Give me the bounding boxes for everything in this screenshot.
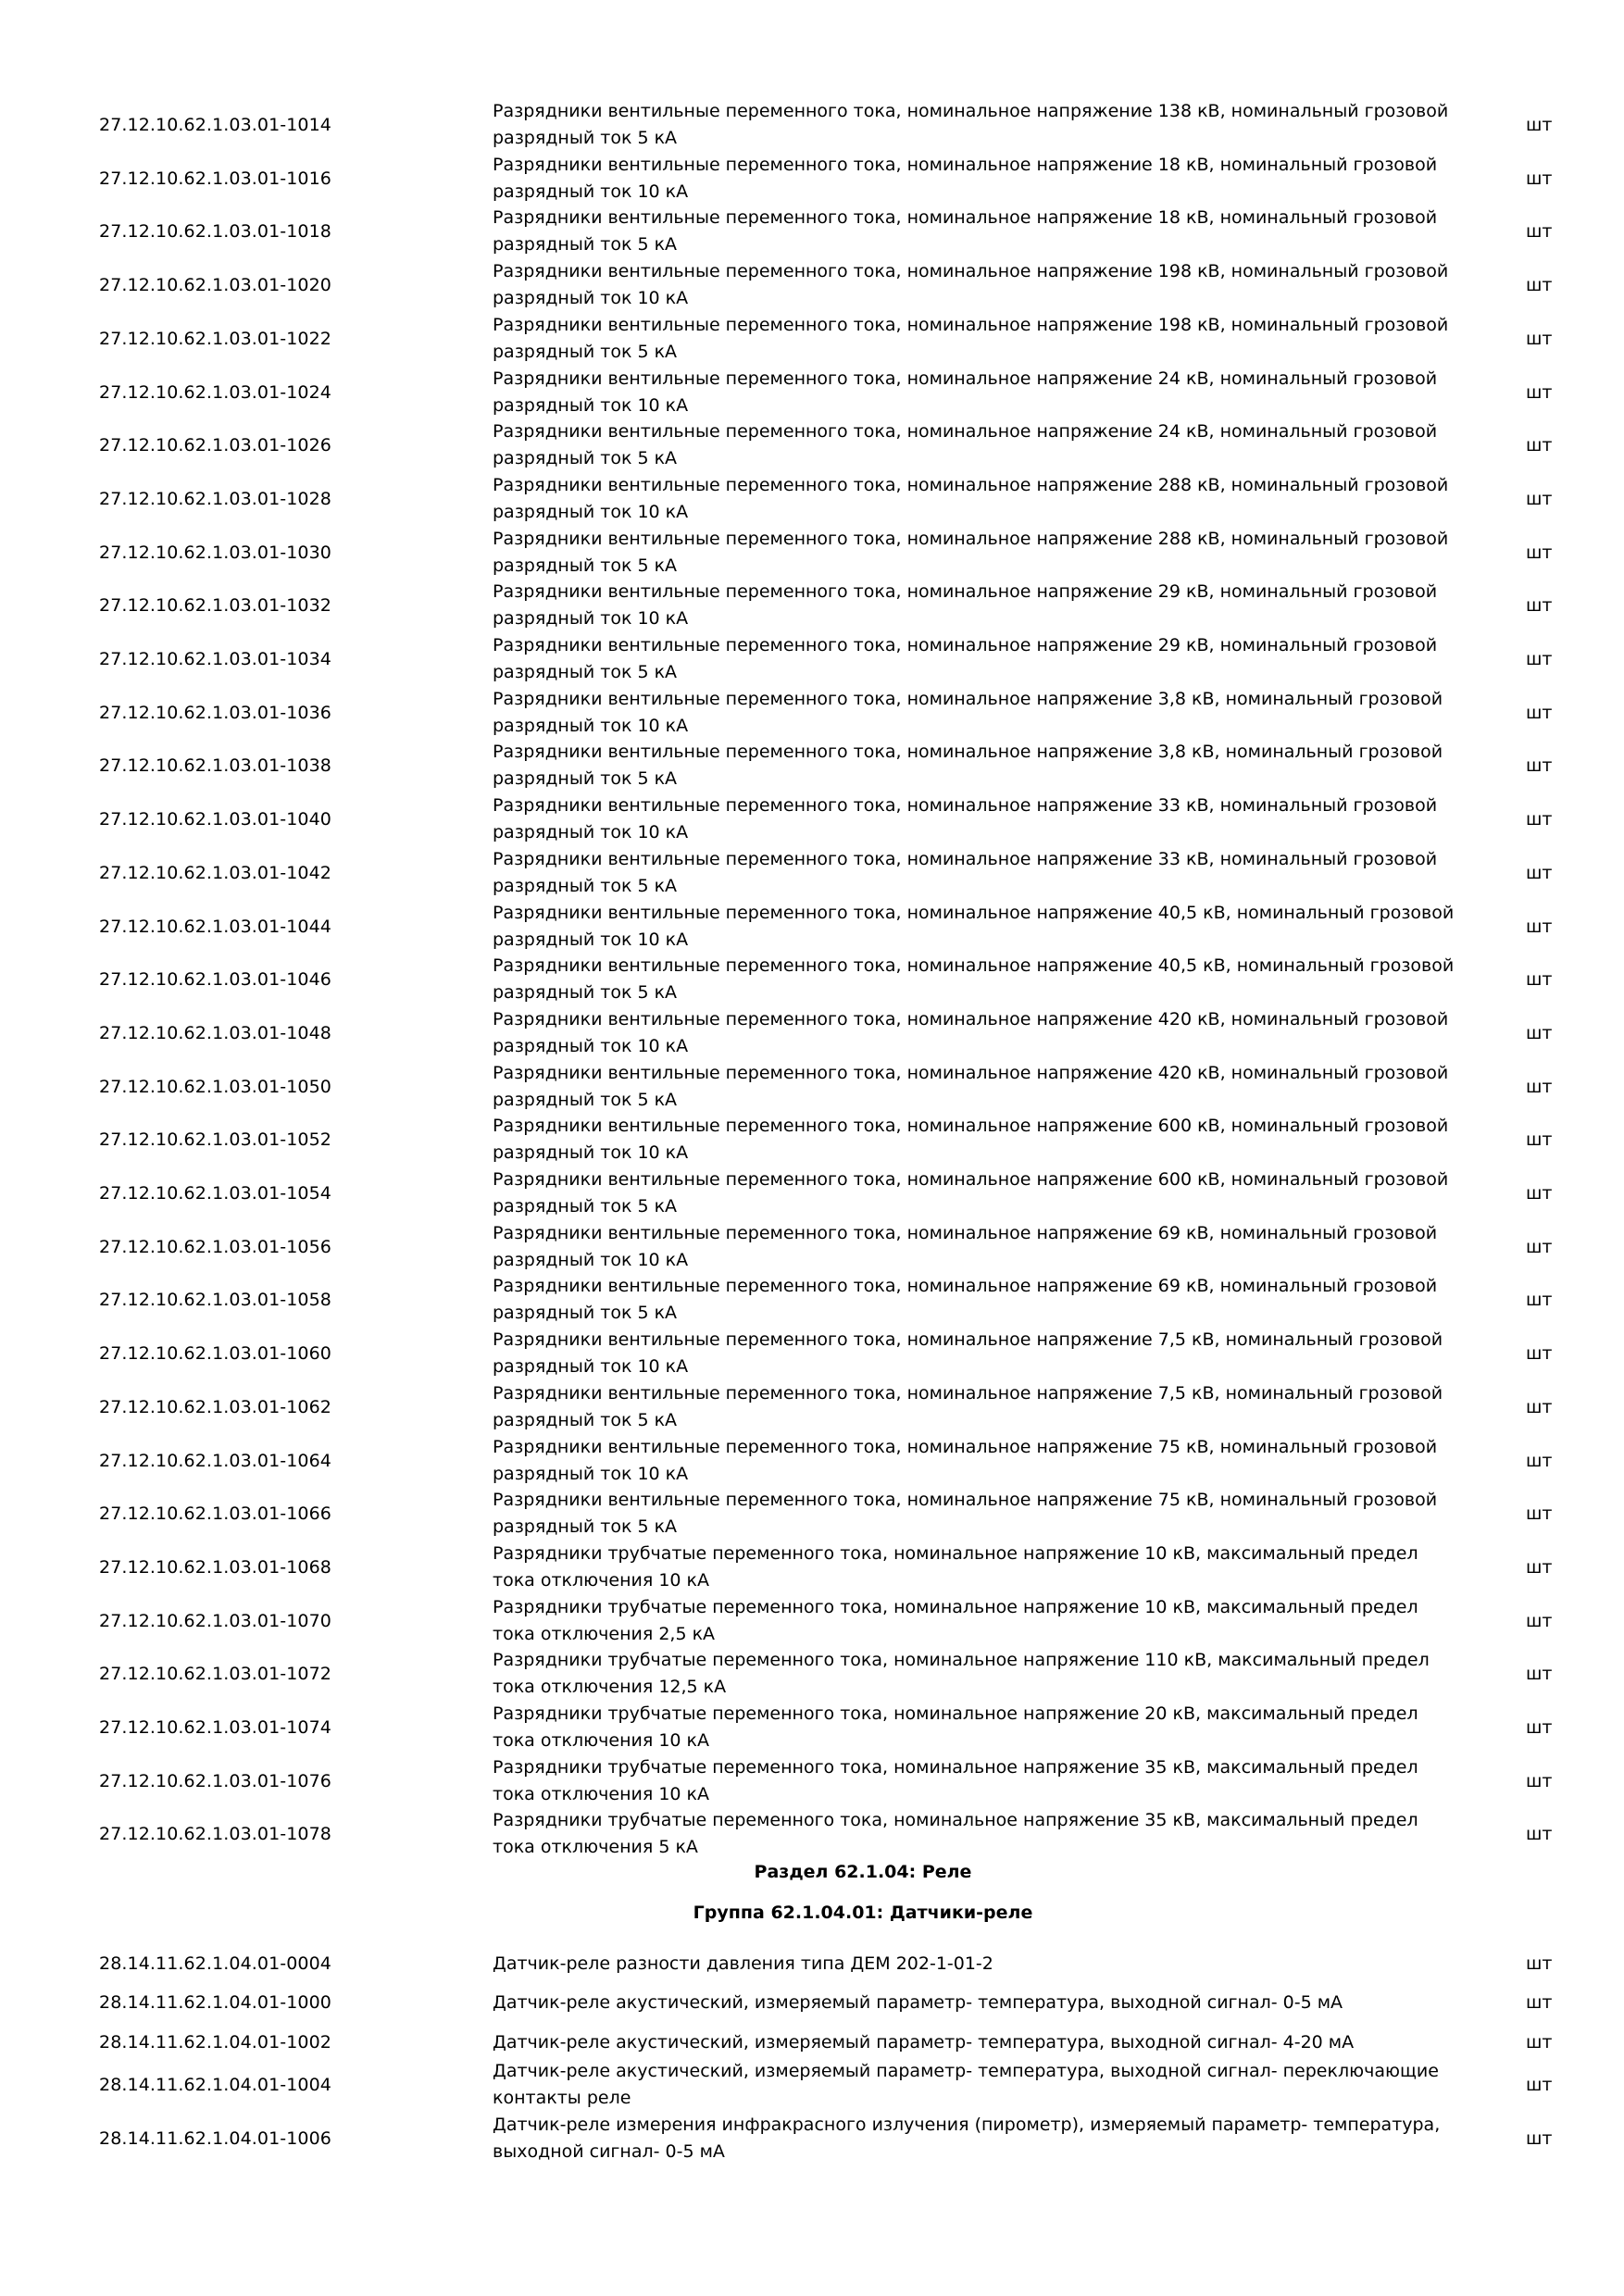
item-unit: шт [1526,1129,1553,1151]
table-row [0,1647,1624,1701]
item-description: Разрядники вентильные переменного тока, номинальное напряжение 3,8 кВ, номинальный грозовой разрядный ток 5 кА [493,742,1443,790]
item-description: Разрядники вентильные переменного тока, номинальное напряжение 288 кВ, номинальный грозовой разрядный ток 5 кА [493,528,1449,576]
item-description: Разрядники трубчатые переменного тока, номинальное напряжение 10 кВ, максимальный предел тока отключения 10 кА [493,1542,1418,1591]
table-row [0,258,1624,312]
item-code: 27.12.10.62.1.03.01-1062 [99,1396,331,1417]
table-row [0,1167,1624,1220]
item-unit: шт [1526,595,1553,617]
item-description: Разрядники вентильные переменного тока, номинальное напряжение 75 кВ, номинальный грозовой разрядный ток 5 кА [493,1490,1438,1538]
table-row [0,1541,1624,1594]
item-code: 27.12.10.62.1.03.01-1020 [99,275,331,296]
item-description: Разрядники вентильные переменного тока, номинальное напряжение 198 кВ, номинальный грозовой разрядный ток 5 кА [493,314,1449,362]
item-code: 27.12.10.62.1.03.01-1018 [99,221,331,243]
table-row [0,1060,1624,1114]
item-code: 27.12.10.62.1.03.01-1074 [99,1717,331,1738]
item-code: 27.12.10.62.1.03.01-1054 [99,1183,331,1204]
item-code: 27.12.10.62.1.03.01-1016 [99,168,331,189]
item-description: Разрядники вентильные переменного тока, номинальное напряжение 600 кВ, номинальный грозовой разрядный ток 5 кА [493,1169,1449,1217]
item-unit: шт [1526,702,1553,723]
item-description: Разрядники вентильные переменного тока, номинальное напряжение 29 кВ, номинальный грозовой разрядный ток 10 кА [493,581,1438,630]
item-code: 27.12.10.62.1.03.01-1028 [99,488,331,509]
table-row [0,1006,1624,1060]
item-description: Датчик-реле акустический, измеряемый параметр- температура, выходной сигнал- 0-5 мА [493,1991,1343,2013]
item-code: 27.12.10.62.1.03.01-1060 [99,1343,331,1365]
table-row [0,1220,1624,1274]
table-row [0,1982,1624,2023]
item-code: 27.12.10.62.1.03.01-1014 [99,115,331,135]
item-unit: шт [1526,435,1553,456]
item-unit: шт [1526,275,1553,296]
item-unit: шт [1526,1236,1553,1257]
table-row [0,1594,1624,1648]
item-code: 27.12.10.62.1.03.01-1078 [99,1824,331,1845]
table-row [0,792,1624,846]
item-code: 27.12.10.62.1.03.01-1026 [99,435,331,456]
item-description: Разрядники трубчатые переменного тока, номинальное напряжение 35 кВ, максимальный предел тока отключения 10 кА [493,1756,1418,1804]
item-code: 27.12.10.62.1.03.01-1076 [99,1770,331,1791]
item-unit: шт [1526,862,1553,883]
table-row [0,1273,1624,1327]
table-row [0,312,1624,366]
table-row [0,953,1624,1006]
item-code: 28.14.11.62.1.04.01-1002 [99,2032,331,2053]
item-unit: шт [1526,1992,1553,2013]
table-row [0,1113,1624,1167]
table-row [0,526,1624,580]
item-description: Разрядники вентильные переменного тока, номинальное напряжение 3,8 кВ, номинальный грозовой разрядный ток 10 кА [493,688,1443,736]
item-code: 27.12.10.62.1.03.01-1032 [99,595,331,617]
item-unit: шт [1526,1953,1553,1974]
item-description: Разрядники трубчатые переменного тока, номинальное напряжение 35 кВ, максимальный предел тока отключения 5 кА [493,1810,1418,1858]
item-code: 27.12.10.62.1.03.01-1040 [99,809,331,830]
item-code: 27.12.10.62.1.03.01-1030 [99,542,331,563]
item-description: Разрядники трубчатые переменного тока, номинальное напряжение 20 кВ, максимальный предел тока отключения 10 кА [493,1703,1418,1751]
item-code: 27.12.10.62.1.03.01-1042 [99,862,331,883]
item-unit: шт [1526,1824,1553,1845]
item-unit: шт [1526,1183,1553,1204]
item-description: Разрядники вентильные переменного тока, номинальное напряжение 69 кВ, номинальный грозовой разрядный ток 5 кА [493,1276,1438,1324]
item-unit: шт [1526,221,1553,243]
item-description: Разрядники вентильные переменного тока, номинальное напряжение 198 кВ, номинальный грозовой разрядный ток 10 кА [493,261,1449,309]
item-unit: шт [1526,1556,1553,1578]
item-description: Разрядники вентильные переменного тока, номинальное напряжение 7,5 кВ, номинальный грозовой разрядный ток 5 кА [493,1382,1443,1430]
item-code: 27.12.10.62.1.03.01-1056 [99,1236,331,1257]
item-code: 27.12.10.62.1.03.01-1044 [99,916,331,937]
table-row [0,1701,1624,1754]
item-unit: шт [1526,542,1553,563]
table-row [0,2058,1624,2112]
item-description: Датчик-реле акустический, измеряемый параметр- температура, выходной сигнал- 4-20 мА [493,2031,1355,2053]
item-code: 27.12.10.62.1.03.01-1046 [99,969,331,991]
item-unit: шт [1526,1022,1553,1043]
item-description: Датчик-реле измерения инфракрасного излучения (пирометр), измеряемый параметр- температура, выходной сигнал- 0-5 мА [493,2115,1441,2162]
table-row [0,632,1624,686]
table-row [0,205,1624,258]
item-code: 27.12.10.62.1.03.01-1052 [99,1129,331,1151]
item-code: 27.12.10.62.1.03.01-1036 [99,702,331,723]
table-row [0,1943,1624,1984]
item-description: Разрядники вентильные переменного тока, номинальное напряжение 69 кВ, номинальный грозовой разрядный ток 10 кА [493,1222,1438,1270]
item-description: Разрядники вентильные переменного тока, номинальное напряжение 420 кВ, номинальный грозовой разрядный ток 5 кА [493,1062,1449,1110]
group-heading: Группа 62.1.04.01: Датчики-реле [693,1903,1033,1923]
item-unit: шт [1526,1717,1553,1738]
item-code: 27.12.10.62.1.03.01-1058 [99,1290,331,1311]
item-description: Разрядники вентильные переменного тока, номинальное напряжение 18 кВ, номинальный грозовой разрядный ток 5 кА [493,207,1438,256]
item-code: 27.12.10.62.1.03.01-1066 [99,1504,331,1525]
item-description: Разрядники трубчатые переменного тока, номинальное напряжение 110 кВ, максимальный предел тока отключения 12,5 кА [493,1650,1430,1698]
item-description: Разрядники вентильные переменного тока, номинальное напряжение 138 кВ, номинальный грозовой разрядный ток 5 кА [493,101,1449,148]
item-code: 27.12.10.62.1.03.01-1068 [99,1556,331,1578]
table-row [0,2112,1624,2165]
item-unit: шт [1526,1610,1553,1631]
item-code: 27.12.10.62.1.03.01-1070 [99,1610,331,1631]
table-row [0,739,1624,792]
item-unit: шт [1526,2128,1553,2149]
table-row [0,1754,1624,1808]
table-row [0,418,1624,472]
item-unit: шт [1526,1396,1553,1417]
item-unit: шт [1526,1076,1553,1097]
item-unit: шт [1526,2032,1553,2053]
item-description: Разрядники вентильные переменного тока, номинальное напряжение 33 кВ, номинальный грозовой разрядный ток 5 кА [493,848,1438,896]
item-description: Датчик-реле акустический, измеряемый параметр- температура, выходной сигнал- переключающие контакты реле [493,2061,1439,2108]
item-description: Разрядники вентильные переменного тока, номинальное напряжение 40,5 кВ, номинальный грозовой разрядный ток 10 кА [493,902,1455,950]
table-row [0,579,1624,632]
item-code: 27.12.10.62.1.03.01-1050 [99,1076,331,1097]
table-row [0,2022,1624,2063]
item-description: Разрядники вентильные переменного тока, номинальное напряжение 75 кВ, номинальный грозовой разрядный ток 10 кА [493,1436,1438,1484]
table-row [0,1807,1624,1861]
item-unit: шт [1526,1290,1553,1311]
item-code: 28.14.11.62.1.04.01-1004 [99,2075,331,2095]
item-description: Разрядники вентильные переменного тока, номинальное напряжение 18 кВ, номинальный грозовой разрядный ток 10 кА [493,154,1438,202]
item-unit: шт [1526,328,1553,349]
item-unit: шт [1526,381,1553,403]
item-unit: шт [1526,916,1553,937]
table-row [0,686,1624,740]
item-unit: шт [1526,649,1553,669]
item-unit: шт [1526,1664,1553,1685]
item-unit: шт [1526,755,1553,777]
table-row [0,1327,1624,1380]
item-code: 27.12.10.62.1.03.01-1034 [99,649,331,669]
table-row [0,1487,1624,1541]
item-unit: шт [1526,115,1553,135]
item-code: 27.12.10.62.1.03.01-1038 [99,755,331,777]
table-row [0,152,1624,206]
item-description: Разрядники вентильные переменного тока, номинальное напряжение 7,5 кВ, номинальный грозовой разрядный ток 10 кА [493,1329,1443,1378]
table-row [0,900,1624,954]
table-row [0,846,1624,900]
item-description: Разрядники вентильные переменного тока, номинальное напряжение 600 кВ, номинальный грозовой разрядный ток 10 кА [493,1116,1449,1164]
item-description: Разрядники вентильные переменного тока, номинальное напряжение 29 кВ, номинальный грозовой разрядный ток 5 кА [493,635,1438,682]
item-description: Датчик-реле разности давления типа ДЕМ 202-1-01-2 [493,1953,993,1974]
item-unit: шт [1526,969,1553,991]
item-code: 27.12.10.62.1.03.01-1072 [99,1664,331,1685]
item-description: Разрядники вентильные переменного тока, номинальное напряжение 24 кВ, номинальный грозовой разрядный ток 10 кА [493,368,1438,416]
section-heading: Раздел 62.1.04: Реле [754,1862,972,1882]
item-code: 28.14.11.62.1.04.01-1000 [99,1992,331,2013]
item-code: 27.12.10.62.1.03.01-1048 [99,1022,331,1043]
item-unit: шт [1526,2075,1553,2095]
item-unit: шт [1526,488,1553,509]
item-description: Разрядники вентильные переменного тока, номинальное напряжение 420 кВ, номинальный грозовой разрядный ток 10 кА [493,1008,1449,1056]
table-row [0,1380,1624,1434]
item-unit: шт [1526,168,1553,189]
item-unit: шт [1526,809,1553,830]
item-code: 27.12.10.62.1.03.01-1022 [99,328,331,349]
table-row [0,366,1624,419]
item-unit: шт [1526,1504,1553,1525]
table-row [0,98,1624,152]
item-unit: шт [1526,1343,1553,1365]
item-description: Разрядники вентильные переменного тока, номинальное напряжение 40,5 кВ, номинальный грозовой разрядный ток 5 кА [493,955,1455,1004]
table-row [0,472,1624,526]
item-description: Разрядники трубчатые переменного тока, номинальное напряжение 10 кВ, максимальный предел тока отключения 2,5 кА [493,1596,1418,1644]
item-code: 28.14.11.62.1.04.01-0004 [99,1953,331,1974]
item-description: Разрядники вентильные переменного тока, номинальное напряжение 288 кВ, номинальный грозовой разрядный ток 10 кА [493,474,1449,522]
item-unit: шт [1526,1450,1553,1471]
item-description: Разрядники вентильные переменного тока, номинальное напряжение 33 кВ, номинальный грозовой разрядный ток 10 кА [493,795,1438,843]
table-row [0,1434,1624,1488]
item-code: 28.14.11.62.1.04.01-1006 [99,2128,331,2149]
item-unit: шт [1526,1770,1553,1791]
item-code: 27.12.10.62.1.03.01-1024 [99,381,331,403]
item-code: 27.12.10.62.1.03.01-1064 [99,1450,331,1471]
item-description: Разрядники вентильные переменного тока, номинальное напряжение 24 кВ, номинальный грозовой разрядный ток 5 кА [493,421,1438,469]
